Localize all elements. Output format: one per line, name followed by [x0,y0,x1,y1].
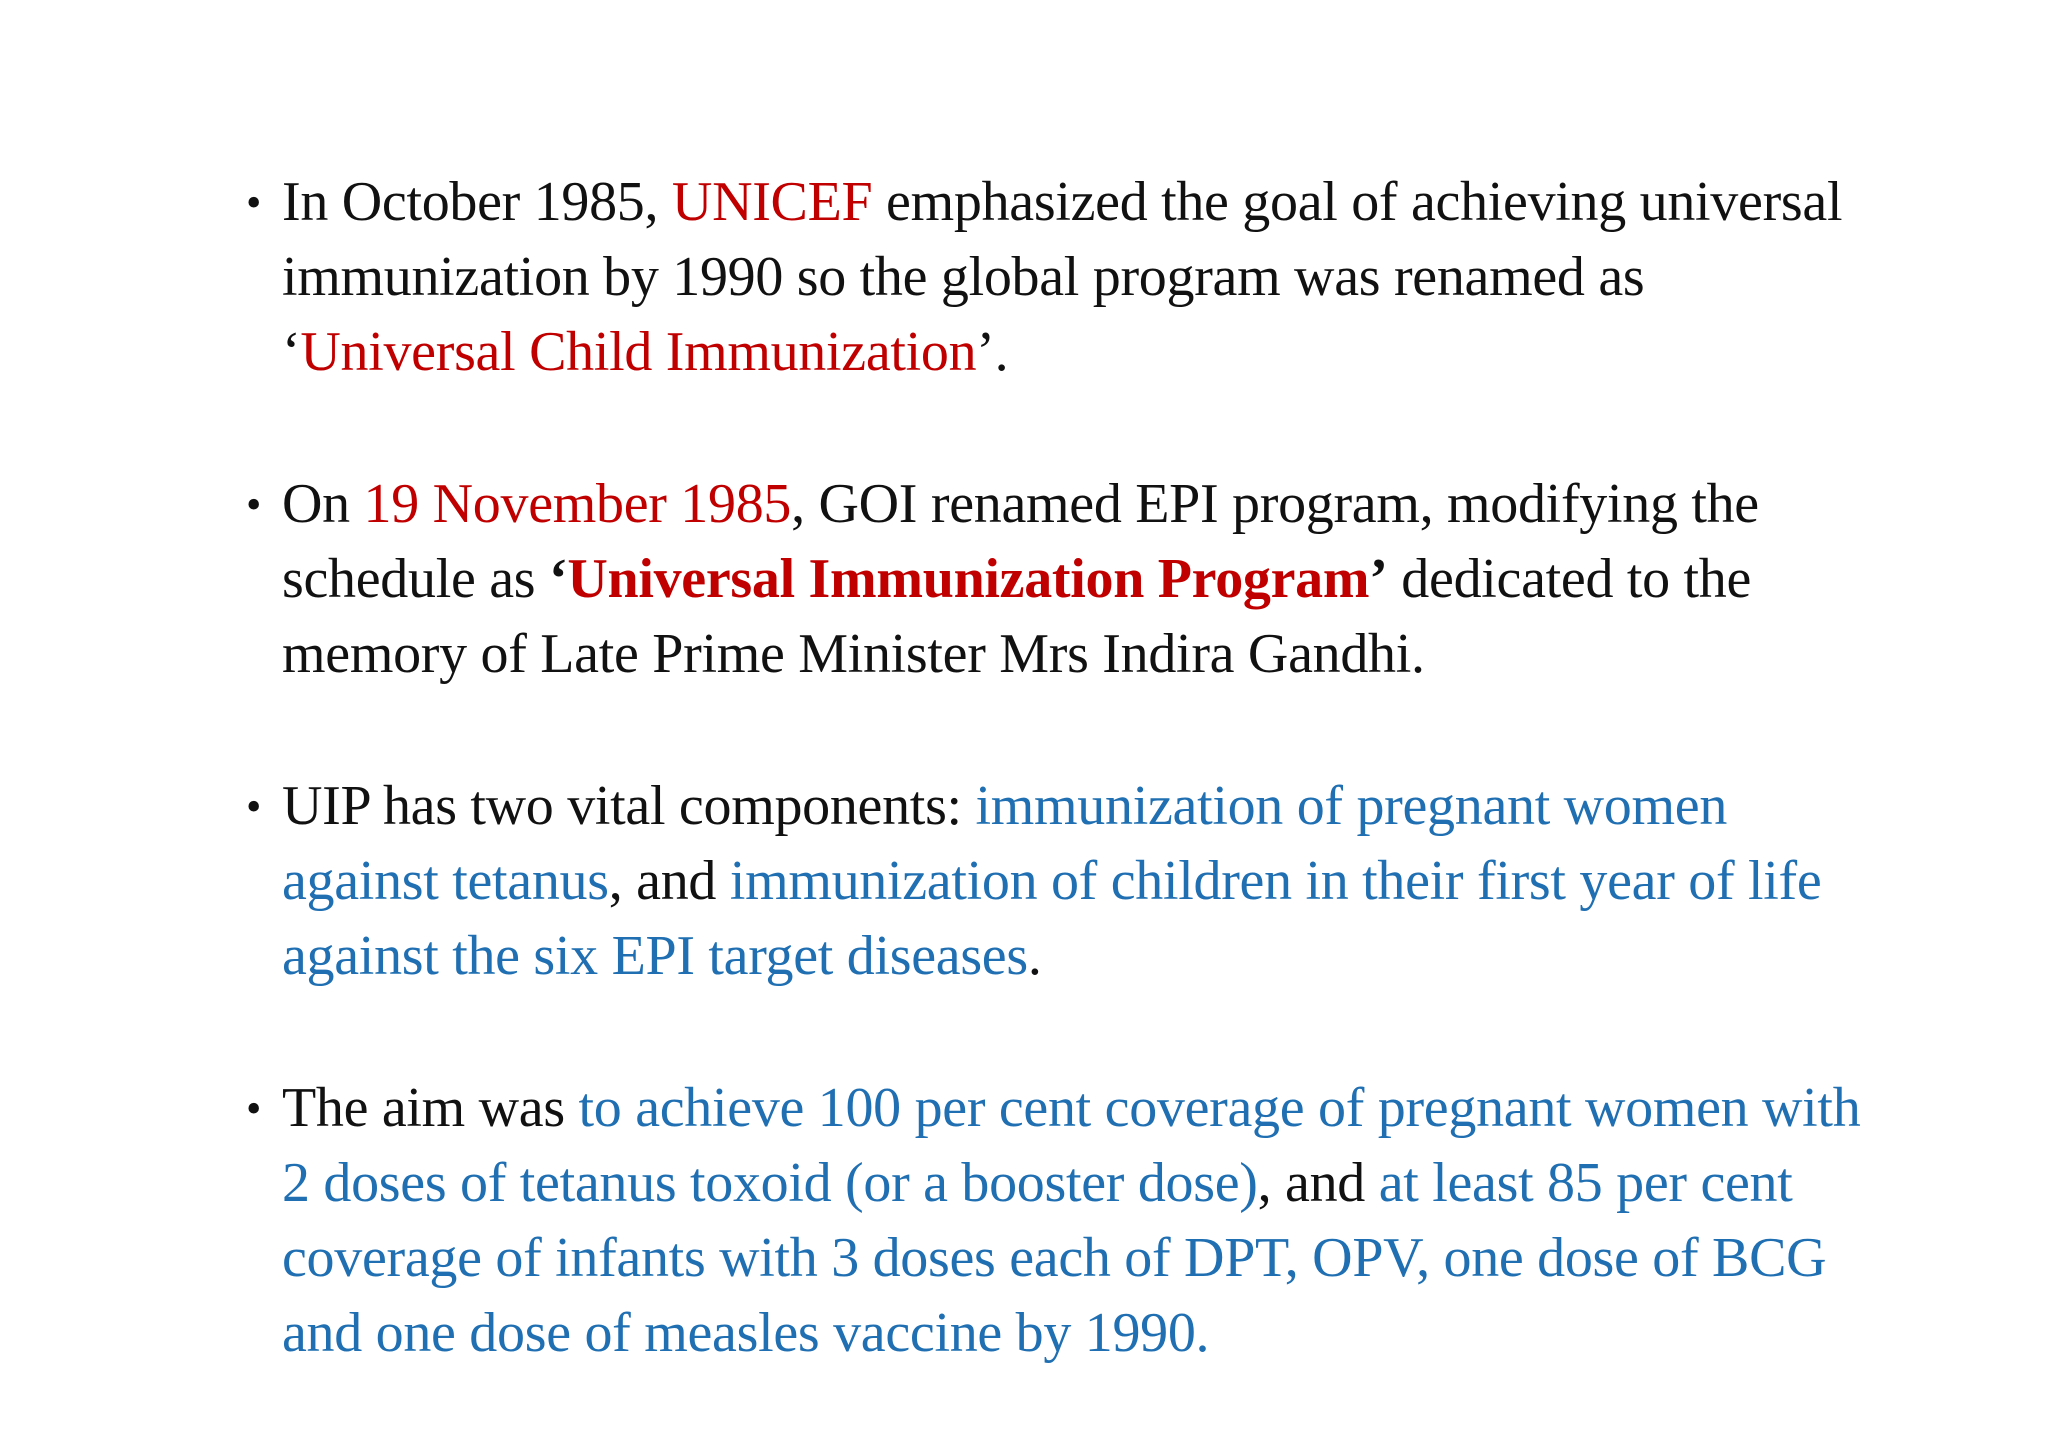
text-segment: emphasized the goal of achieving universal immunization by 1990 so the global program was renamed as ‘ [282,171,1843,383]
highlight-date: 19 November 1985 [363,473,792,535]
text-segment: UIP has two vital components: [282,775,976,837]
text-segment: , and [608,850,730,912]
bullet-uip-aim [246,1071,1886,1371]
text-segment: The aim was [282,1077,579,1139]
highlight-component-women: immunization of pregnant women against tetanus [282,775,1728,912]
quote-close: ’ [1369,548,1388,610]
highlight-uip: Universal Immunization Program [567,548,1370,610]
text-segment: . [1027,925,1042,987]
highlight-aim-infants: at least 85 per cent coverage of infants with 3 doses each of DPT, OPV, one dose of BCG and one dose of measles vaccine by 1990. [282,1152,1827,1364]
text-segment: On [282,473,364,535]
highlight-uci: Universal Child Immunization [300,321,977,383]
bullet-marker: • [246,178,262,227]
bullet-unicef-uci [246,165,1886,390]
quote-open: ‘ [548,548,568,610]
bullet-uip-components [246,769,1886,994]
bullet-marker: • [246,480,262,529]
bullet-list [246,165,1886,1371]
text-segment: , and [1257,1152,1379,1214]
highlight-aim-women: to achieve 100 per cent coverage of pregnant women with 2 doses of tetanus toxoid (or a booster dose) [282,1077,1861,1214]
bullet-uip-renaming [246,467,1886,692]
bullet-marker: • [246,1084,262,1133]
text-segment: , GOI renamed EPI program, modifying the schedule as [282,473,1759,610]
bullet-marker: • [246,782,262,831]
highlight-unicef: UNICEF [671,171,873,233]
text-segment: In October 1985, [282,171,672,233]
text-segment: dedicated to the memory of Late Prime Minister Mrs Indira Gandhi. [282,548,1752,685]
text-segment: ’. [976,321,1009,383]
highlight-component-children: immunization of children in their first year of life against the six EPI target diseases [282,850,1822,987]
